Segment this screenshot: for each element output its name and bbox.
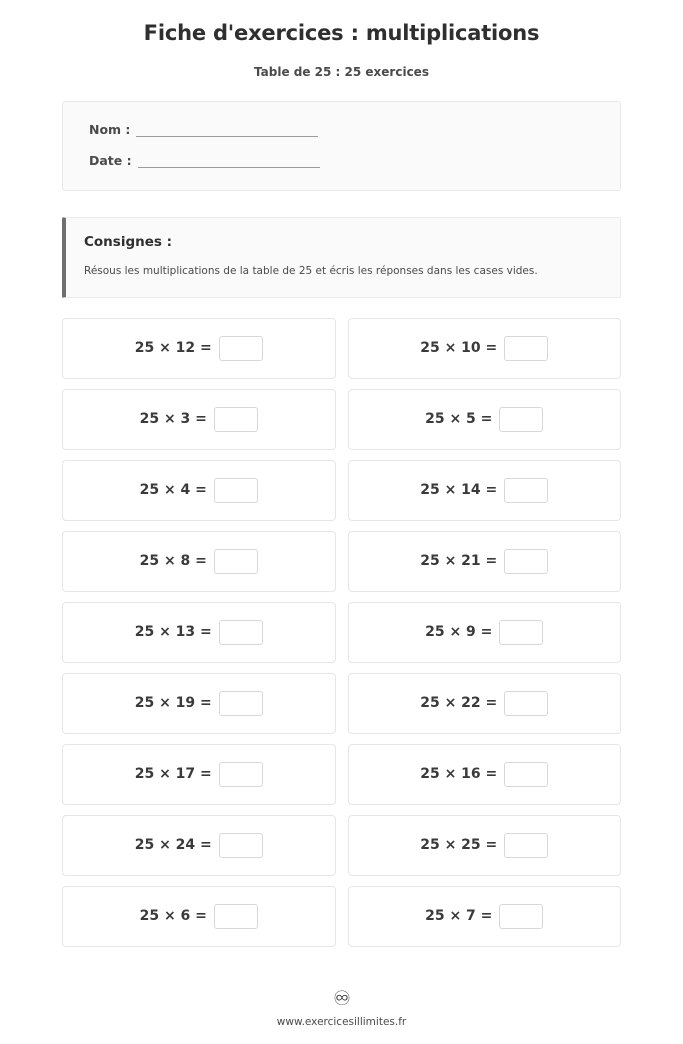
exercise-item <box>348 318 622 379</box>
exercise-item <box>348 531 622 592</box>
infinity-logo-icon: ♾ <box>333 986 350 1010</box>
exercise-expression: 25 × 25 = <box>420 837 498 854</box>
exercise-item <box>62 602 336 663</box>
date-write-line[interactable] <box>138 156 320 168</box>
name-label: Nom : <box>89 122 131 138</box>
exercise-expression: 25 × 19 = <box>134 695 212 712</box>
name-row <box>89 122 594 137</box>
exercise-grid <box>62 318 621 947</box>
answer-input[interactable] <box>499 620 543 645</box>
exercise-expression: 25 × 9 = <box>425 624 493 641</box>
exercise-item <box>62 460 336 521</box>
exercise-expression: 25 × 14 = <box>420 482 498 499</box>
answer-input[interactable] <box>499 407 543 432</box>
name-write-line[interactable] <box>136 125 318 137</box>
exercise-expression: 25 × 6 = <box>139 908 207 925</box>
exercise-expression: 25 × 13 = <box>134 624 212 641</box>
answer-input[interactable] <box>219 762 263 787</box>
exercise-expression: 25 × 10 = <box>420 340 498 357</box>
instructions-title: Consignes : <box>84 234 173 251</box>
exercise-expression: 25 × 4 = <box>139 482 207 499</box>
footer-url: www.exercicesillimites.fr <box>276 1016 407 1028</box>
page-title: Fiche d'exercices : multiplications <box>143 21 540 45</box>
exercise-item <box>62 389 336 450</box>
answer-input[interactable] <box>504 336 548 361</box>
answer-input[interactable] <box>504 478 548 503</box>
answer-input[interactable] <box>219 336 263 361</box>
student-info-box <box>62 101 621 191</box>
exercise-item <box>348 886 622 947</box>
exercise-expression: 25 × 24 = <box>134 837 212 854</box>
exercise-expression: 25 × 21 = <box>420 553 498 570</box>
exercise-item <box>348 744 622 805</box>
exercise-item <box>348 460 622 521</box>
date-row <box>89 153 594 168</box>
exercise-expression: 25 × 22 = <box>420 695 498 712</box>
exercise-expression: 25 × 5 = <box>425 411 493 428</box>
answer-input[interactable] <box>504 762 548 787</box>
page-footer <box>0 988 683 1028</box>
exercise-expression: 25 × 3 = <box>139 411 207 428</box>
exercise-item <box>348 673 622 734</box>
exercise-item <box>348 815 622 876</box>
answer-input[interactable] <box>219 691 263 716</box>
answer-input[interactable] <box>499 904 543 929</box>
page-subtitle: Table de 25 : 25 exercices <box>254 65 429 80</box>
answer-input[interactable] <box>504 691 548 716</box>
date-label: Date : <box>89 153 132 169</box>
exercise-item <box>62 673 336 734</box>
answer-input[interactable] <box>504 549 548 574</box>
exercise-item <box>62 318 336 379</box>
exercise-expression: 25 × 17 = <box>134 766 212 783</box>
exercise-item <box>348 389 622 450</box>
answer-input[interactable] <box>214 407 258 432</box>
answer-input[interactable] <box>214 904 258 929</box>
exercise-item <box>62 886 336 947</box>
exercise-item <box>62 531 336 592</box>
answer-input[interactable] <box>214 478 258 503</box>
instructions-text: Résous les multiplications de la table de 25 et écris les réponses dans les cases vides. <box>84 265 538 278</box>
exercise-item <box>62 815 336 876</box>
exercise-item <box>62 744 336 805</box>
instructions-box <box>62 217 621 298</box>
answer-input[interactable] <box>219 620 263 645</box>
exercise-expression: 25 × 7 = <box>425 908 493 925</box>
worksheet-page <box>0 20 683 1044</box>
exercise-expression: 25 × 16 = <box>420 766 498 783</box>
answer-input[interactable] <box>504 833 548 858</box>
exercise-expression: 25 × 12 = <box>134 340 212 357</box>
exercise-item <box>348 602 622 663</box>
exercise-expression: 25 × 8 = <box>139 553 207 570</box>
answer-input[interactable] <box>219 833 263 858</box>
answer-input[interactable] <box>214 549 258 574</box>
